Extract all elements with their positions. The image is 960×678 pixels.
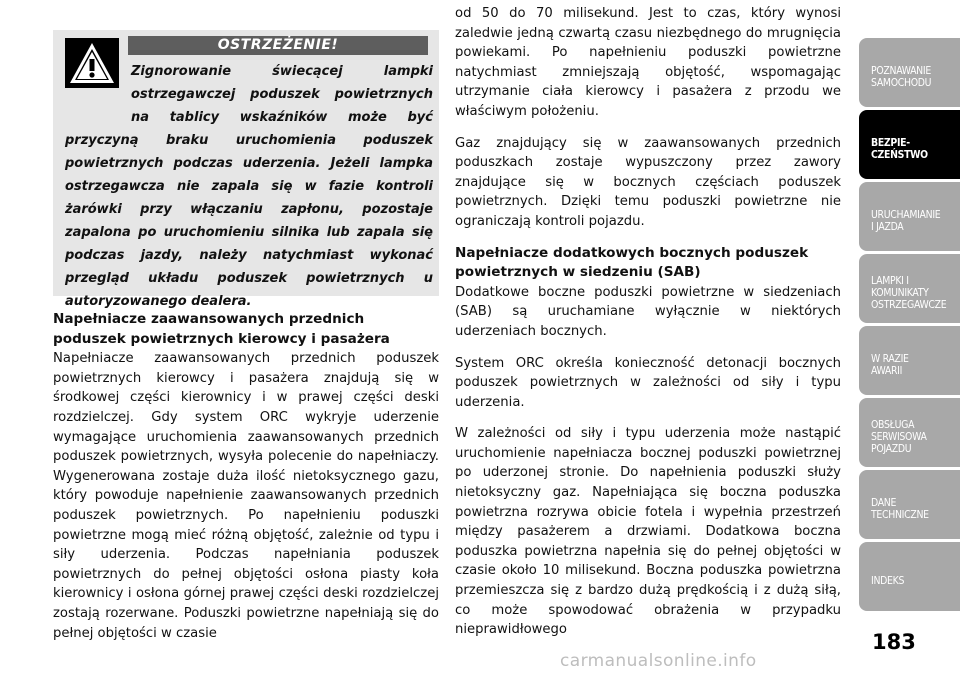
section-heading-side-inflators: Napełniacze dodatkowych bocznych poduszek powietrznych w siedzeniu (SAB)	[455, 244, 809, 281]
section-heading-front-inflators: Napełniacze zaawansowanych przednich poduszek powietrznych kierowcy i pasażera	[53, 311, 390, 347]
right-column	[455, 4, 841, 652]
nav-tab-label: W RAZIE AWARII	[871, 352, 909, 377]
nav-tab-uruchamianie[interactable]	[859, 182, 960, 251]
nav-tab-label: OBSŁUGA SERWISOWA POJAZDU	[871, 418, 927, 455]
warning-text-block	[65, 60, 433, 313]
nav-tab-dane[interactable]	[859, 470, 960, 539]
paragraph: W zależności od siły i typu uderzenia może nastąpić uruchomienie napełniacza bocznej poduszki powietrznej po uderzonej stronie. Do napełnienia poduszki służy nietoksyczny gaz. Napełniająca się boczna poduszka powietrzna rozrywa obicie fotela i wypełnia przestrzeń między pasażerem a drzwiami. Dodatkowa boczna poduszka powietrzna napełnia się do pełnej objętości w czasie około 10 milisekund. Boczna poduszka powietrzna przemieszcza się z bardzo dużą prędkością i z dużą siłą, co może spowodować obrażenia w przypadku nieprawidłowego	[455, 426, 841, 638]
paragraph: Napełniacze zaawansowanych przednich poduszek powietrznych kierowcy i pasażera znajdują się w środkowej części kierownicy i w prawej części deski rozdzielczej. Gdy system ORC wykryje uderzenie wymagające uruchomienia zaawansowanych przednich poduszek powietrznych, wysyła polecenie do napełniaczy. Wygenerowana zostaje duża ilość nietoksycznego gazu, który powoduje napełnienie zaawansowanych przednich poduszek powietrznych. Po napełnieniu poduszki powietrzne mogą mieć różną objętość, zależnie od typu i siły uderzenia. Podczas napełniania poduszek powietrznych do pełnej objętości osłona piasty koła kierownicy i osłona górnej prawej części deski rozdzielczej zostają rozerwane. Poduszki powietrzne napełniają się do pełnej objętości w czasie	[53, 351, 439, 641]
paragraph: Gaz znajdujący się w zaawansowanych przednich poduszkach zostaje wypuszczony przez zawory znajdujące się w bocznych częściach poduszek powietrznych. Dzięki temu poduszki powietrzne nie ograniczają kontroli pojazdu.	[455, 135, 841, 229]
paragraph: Dodatkowe boczne poduszki powietrzne w siedzeniach (SAB) są uruchamiane wyłącznie w niektórych uderzeniach bocznych.	[455, 284, 841, 339]
nav-tab-label: INDEKS	[871, 574, 905, 587]
warning-text: Zignorowanie świecącej lampki ostrzegawczej poduszek powietrznych na tablicy wskaźników może być przyczyną braku uruchomienia poduszek powietrznych podczas uderzenia. Jeżeli lampka ostrzegawcza nie zapala się w fazie kontroli żarówki przy włączaniu zapłonu, pozostaje zapalona po uruchomieniu silnika lub zapala się podczas jazdy, należy natychmiast wykonać przegląd układu poduszek powietrznych u autoryzowanego dealera.	[65, 64, 433, 309]
nav-tab-label: URUCHAMIANIE I JAZDA	[871, 208, 941, 233]
nav-tab-label: DANE TECHNICZNE	[871, 496, 929, 521]
nav-tab-bezpieczenstwo[interactable]	[859, 110, 960, 179]
icon-spacer	[65, 60, 131, 108]
paragraph: od 50 do 70 milisekund. Jest to czas, który wynosi zaledwie jedną czwartą czasu niezbędnego do mrugnięcia powiekami. Po napełnieniu poduszki powietrzne natychmiast zmniejszają objętość, wspomagając utrzymanie ciała kierowcy i pasażera z przodu we właściwym położeniu.	[455, 6, 841, 119]
nav-tab-poznawanie[interactable]	[859, 38, 960, 107]
nav-tab-awarie[interactable]	[859, 326, 960, 395]
left-column	[53, 310, 439, 655]
warning-box	[53, 30, 439, 309]
chapter-nav	[859, 38, 960, 628]
nav-tab-label: BEZPIE- CZEŃSTWO	[871, 136, 928, 161]
paragraph: System ORC określa konieczność detonacji bocznych poduszek powietrznych w zależności od siły i typu uderzenia.	[455, 355, 841, 410]
nav-tab-obsluga[interactable]	[859, 398, 960, 467]
watermark: carmanualsonline.info	[560, 651, 757, 671]
warning-title: OSTRZEŻENIE!	[128, 36, 428, 55]
page-number: 183	[872, 630, 916, 654]
nav-tab-label: LAMPKI I KOMUNIKATY OSTRZEGAWCZE	[871, 274, 947, 311]
nav-tab-indeks[interactable]	[859, 542, 960, 611]
nav-tab-lampki[interactable]	[859, 254, 960, 323]
nav-tab-label: POZNAWANIE SAMOCHODU	[871, 64, 932, 89]
